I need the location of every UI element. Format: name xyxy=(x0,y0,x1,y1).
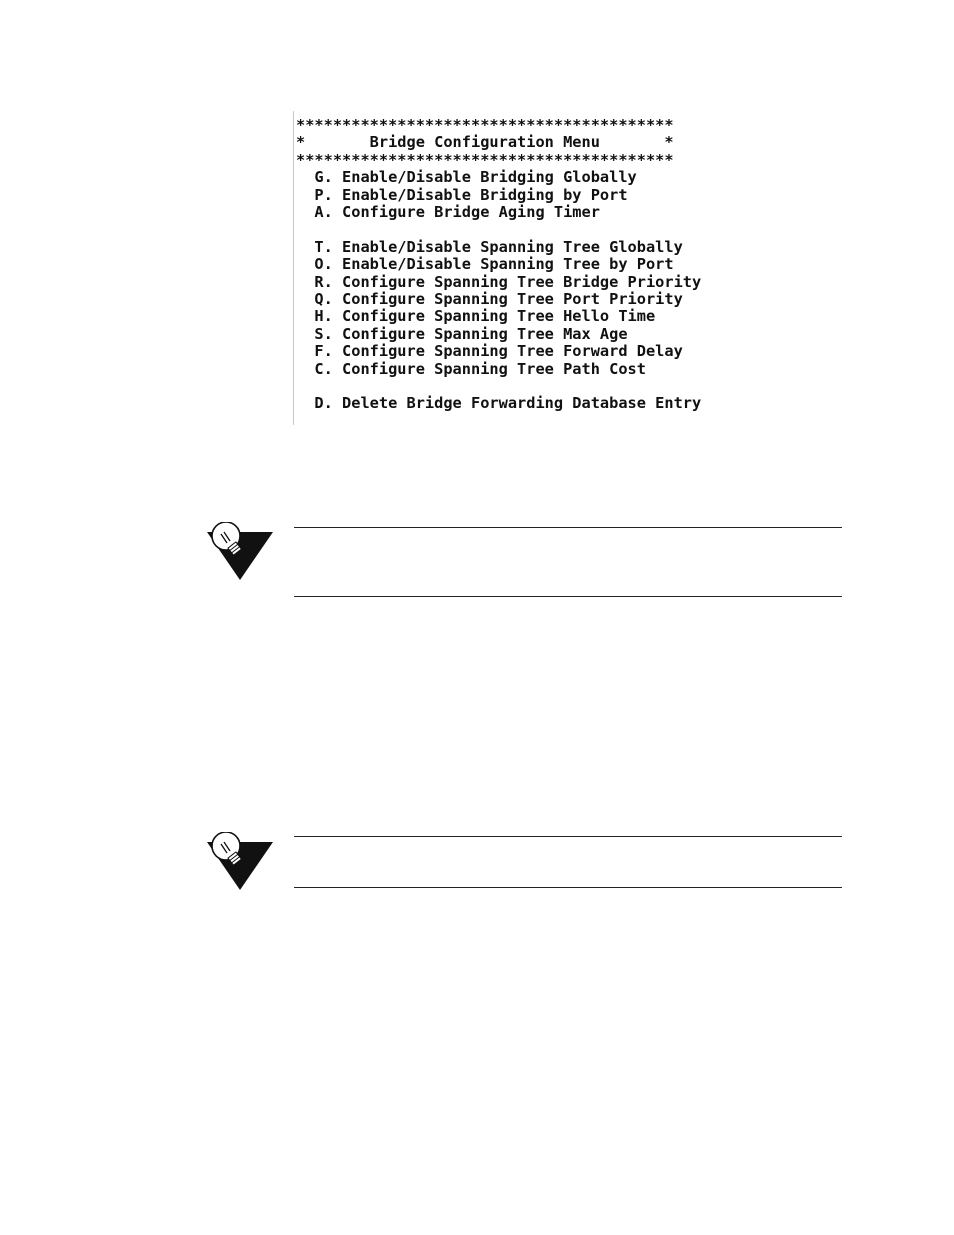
note-rule-top xyxy=(294,836,842,837)
menu-border-bottom: ***************************************** xyxy=(296,150,674,169)
menu-option-path-cost: C. Configure Spanning Tree Path Cost xyxy=(296,359,646,378)
menu-option-forward-delay: F. Configure Spanning Tree Forward Delay xyxy=(296,342,683,361)
bridge-configuration-menu-screen xyxy=(293,111,734,425)
menu-option-max-age: S. Configure Spanning Tree Max Age xyxy=(296,324,628,343)
menu-title: * Bridge Configuration Menu * xyxy=(296,133,674,152)
note-rule-top xyxy=(294,527,842,528)
lightbulb-note-icon xyxy=(205,522,275,580)
menu-option-bridging-globally: G. Enable/Disable Bridging Globally xyxy=(296,168,637,187)
note-block xyxy=(205,832,845,890)
note-block xyxy=(205,522,845,598)
menu-option-bridging-by-port: P. Enable/Disable Bridging by Port xyxy=(296,185,628,204)
menu-border-top: ***************************************** xyxy=(296,116,674,134)
menu-option-hello-time: H. Configure Spanning Tree Hello Time xyxy=(296,307,656,326)
menu-option-delete-fdb-entry: D. Delete Bridge Forwarding Database Entry xyxy=(296,394,702,413)
menu-option-bridge-priority: R. Configure Spanning Tree Bridge Priority xyxy=(296,272,702,291)
menu-option-aging-timer: A. Configure Bridge Aging Timer xyxy=(296,203,600,221)
menu-option-port-priority: Q. Configure Spanning Tree Port Priority xyxy=(296,290,683,308)
menu-option-spanning-tree-globally: T. Enable/Disable Spanning Tree Globally xyxy=(296,237,683,256)
menu-option-spanning-tree-by-port: O. Enable/Disable Spanning Tree by Port xyxy=(296,255,674,274)
lightbulb-note-icon xyxy=(205,832,275,890)
note-rule-bottom xyxy=(294,596,842,597)
note-rule-bottom xyxy=(294,887,842,888)
